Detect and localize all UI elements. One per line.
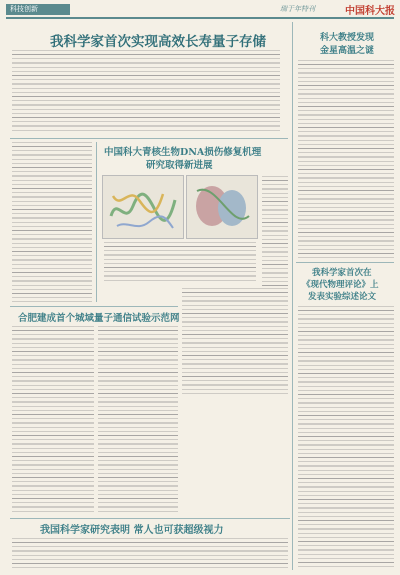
main-lead-text (12, 50, 280, 134)
page-number: 9 (62, 3, 69, 14)
right-article1-headline-line1: 科大教授发现 (320, 33, 375, 43)
article3-body-col2 (98, 326, 178, 514)
protein-structure-image (103, 176, 183, 238)
column-rule (96, 142, 97, 302)
article2-body-col (262, 176, 288, 286)
section-label-text: 科技创新 (10, 5, 38, 13)
article2-body-lower (182, 288, 288, 396)
divider (296, 262, 394, 263)
main-body-col1 (12, 142, 92, 302)
main-headline: 我科学家首次实现高效长寿量子存储 (50, 34, 266, 50)
article3-headline: 合肥建成首个城域量子通信试验示范网 (18, 313, 180, 324)
masthead: 中国科大报 (345, 6, 395, 17)
sidebar-rule (292, 22, 293, 570)
right-article1-headline-line2: 金星高温之谜 (320, 46, 375, 56)
complex-structure-figure (186, 175, 258, 239)
complex-structure-image (187, 176, 257, 238)
article2-caption-and-body (104, 242, 256, 284)
article4-body (12, 538, 288, 570)
divider (10, 138, 288, 139)
article3-body-col1 (12, 326, 94, 514)
right-article2-body (298, 306, 394, 570)
header-dateline (180, 6, 280, 9)
protein-structure-figure (102, 175, 184, 239)
article4-headline: 我国科学家研究表明 常人也可获超级视力 (40, 525, 224, 536)
article2-headline-line2: 研究取得新进展 (146, 160, 213, 171)
divider (10, 306, 178, 307)
section-label (6, 4, 70, 15)
article2-headline-line1: 中国科大青核生物DNA损伤修复机理 (104, 147, 262, 158)
right-article2-headline-line2: 《现代物理评论》上 (302, 280, 379, 290)
right-article2-headline-line3: 发表实验综述论文 (308, 292, 377, 302)
divider (10, 518, 290, 519)
header-rule (6, 17, 394, 19)
header-slogan: 瑞于年特刊 (280, 5, 315, 13)
right-article1-body (298, 60, 394, 258)
right-article2-headline-line1: 我科学家首次在 (312, 268, 372, 278)
